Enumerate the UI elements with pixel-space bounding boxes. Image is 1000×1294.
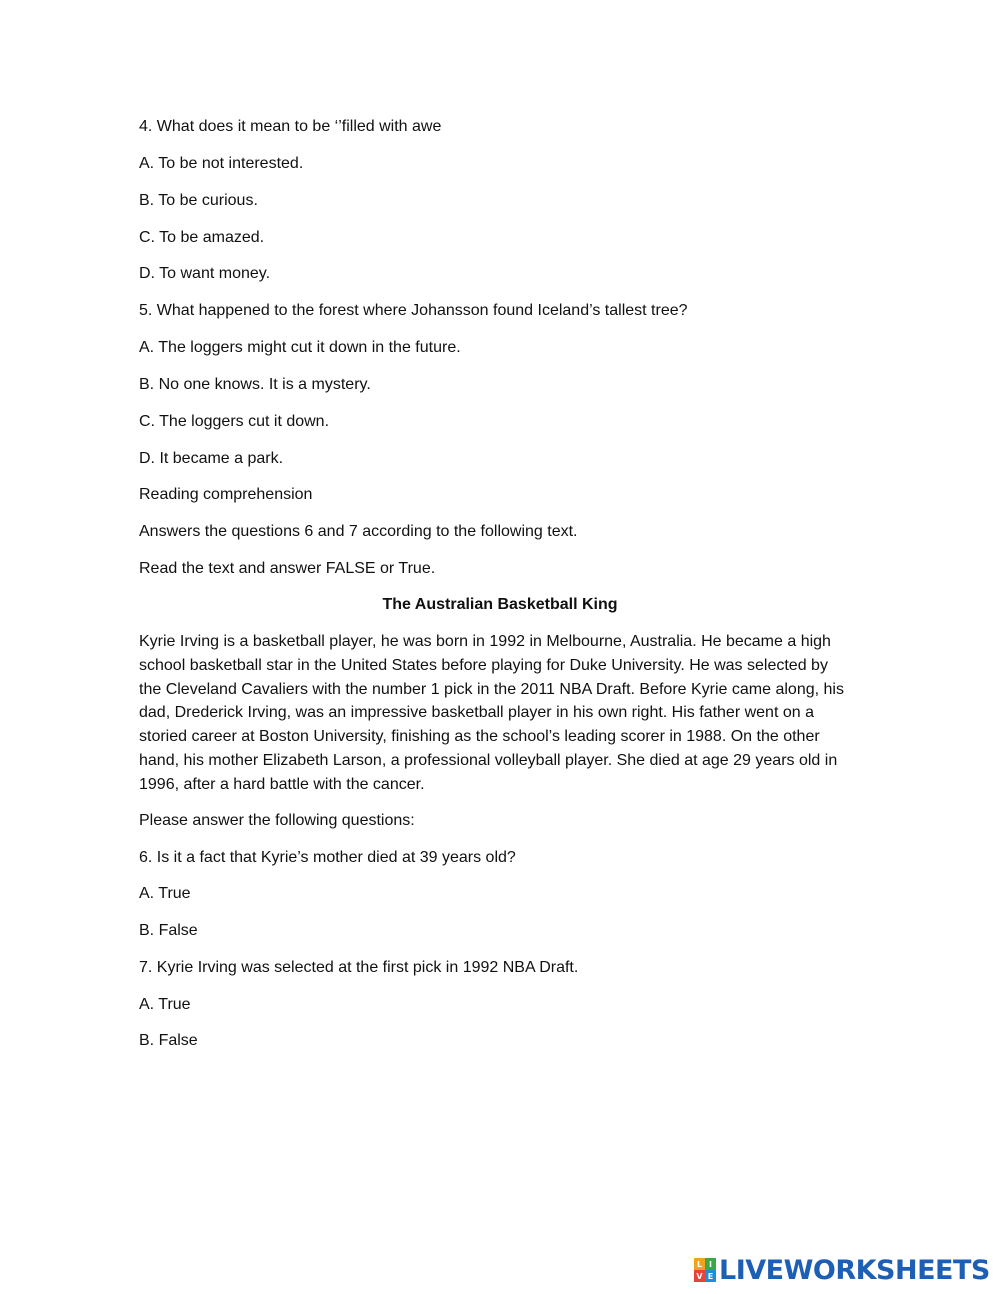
- passage-line: dad, Drederick Irving, was an impressive basketball player in his own right. His father went on a: [139, 704, 814, 722]
- liveworksheets-logo: [694, 1255, 990, 1285]
- section-heading: Reading comprehension: [139, 486, 313, 503]
- logo-tile-i: I: [705, 1258, 716, 1270]
- passage-line: hand, his mother Elizabeth Larson, a professional volleyball player. She died at age 29 years old in: [139, 751, 838, 769]
- passage-line: school basketball star in the United States before playing for Duke University. He was selected by: [139, 656, 828, 674]
- q5-option-d[interactable]: D. It became a park.: [139, 450, 284, 467]
- q4-option-a[interactable]: A. To be not interested.: [139, 155, 304, 172]
- q6-option-b[interactable]: B. False: [139, 922, 198, 939]
- question-5: 5. What happened to the forest where Johansson found Iceland’s tallest tree?: [139, 302, 688, 319]
- passage-line: 1996, after a hard battle with the cancer.: [139, 775, 425, 793]
- q5-option-c[interactable]: C. The loggers cut it down.: [139, 413, 330, 430]
- instruction-line-1: Answers the questions 6 and 7 according to the following text.: [139, 523, 578, 540]
- q4-option-d[interactable]: D. To want money.: [139, 265, 271, 282]
- passage-line: storied career at Boston University, finishing as the school’s leading scorer in 1988. On the other: [139, 728, 820, 746]
- instruction-line-2: Read the text and answer FALSE or True.: [139, 560, 436, 577]
- passage-line: Kyrie Irving is a basketball player, he was born in 1992 in Melbourne, Australia. He became a high: [139, 633, 831, 650]
- answer-prompt: Please answer the following questions:: [139, 812, 415, 829]
- logo-wordmark: LIVEWORKSHEETS: [719, 1254, 990, 1286]
- question-7: 7. Kyrie Irving was selected at the first pick in 1992 NBA Draft.: [139, 959, 579, 976]
- logo-tile-l: L: [694, 1258, 705, 1270]
- logo-mark-icon: [694, 1258, 716, 1282]
- q4-option-c[interactable]: C. To be amazed.: [139, 229, 265, 246]
- question-4: 4. What does it mean to be ‘’filled with awe: [139, 118, 442, 135]
- q5-option-b[interactable]: B. No one knows. It is a mystery.: [139, 376, 371, 393]
- q5-option-a[interactable]: A. The loggers might cut it down in the future.: [139, 339, 461, 356]
- passage-line: the Cleveland Cavaliers with the number 1 pick in the 2011 NBA Draft. Before Kyrie came along, his: [139, 680, 844, 698]
- q7-option-a[interactable]: A. True: [139, 996, 191, 1013]
- question-6: 6. Is it a fact that Kyrie’s mother died at 39 years old?: [139, 849, 516, 866]
- q6-option-a[interactable]: A. True: [139, 885, 191, 902]
- logo-tile-e: E: [705, 1270, 716, 1282]
- passage-text: [139, 630, 869, 797]
- q7-option-b[interactable]: B. False: [139, 1032, 198, 1049]
- q4-option-b[interactable]: B. To be curious.: [139, 192, 258, 209]
- passage-title: The Australian Basketball King: [382, 596, 618, 613]
- logo-tile-v: V: [694, 1270, 705, 1282]
